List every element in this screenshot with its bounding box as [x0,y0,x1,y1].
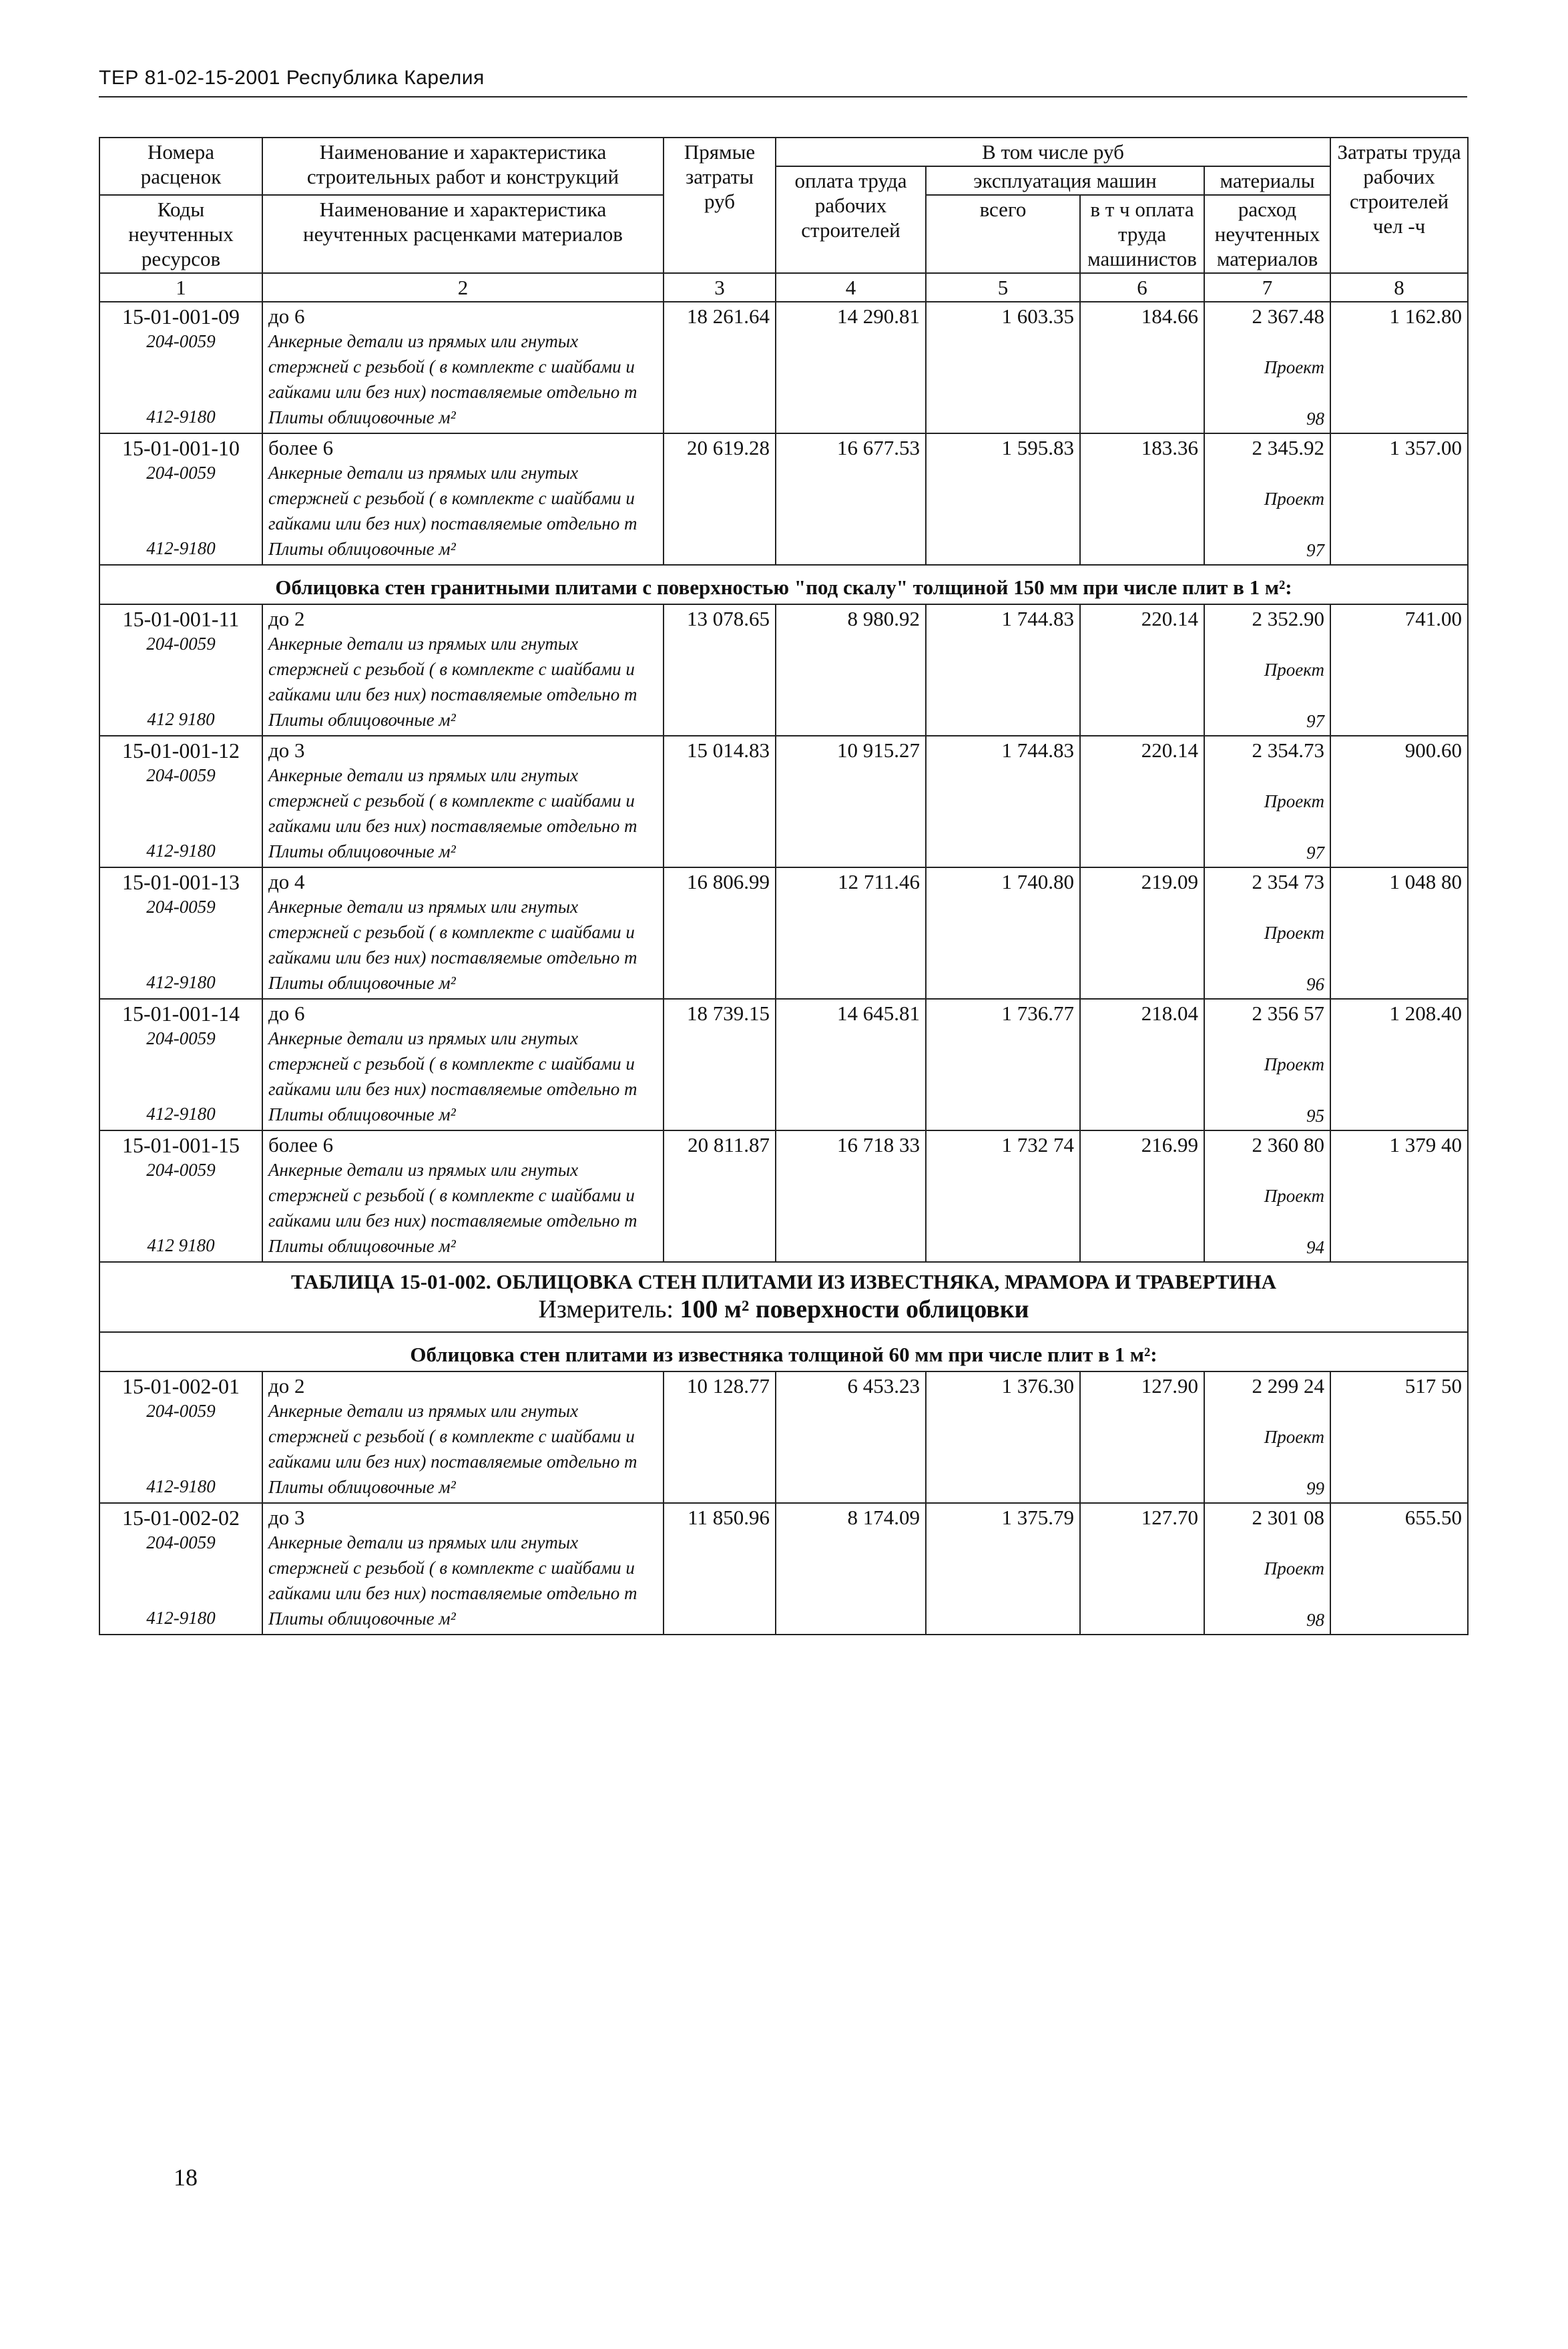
code-cell [99,867,262,999]
plates-quantity: 98 [1306,409,1325,429]
page-number: 18 [174,2164,198,2191]
table-row [99,604,1468,736]
material-anchor: Анкерные детали из прямых или гнутых стержней с резьбой ( в комплекте с шайбами и гайками или без них) поставляемые отдельно т [268,1401,637,1472]
rate-name: более 6 [268,436,334,459]
labor-hours: 1 162.80 [1330,302,1468,433]
resource-code-plates: 412-9180 [146,407,216,427]
description-cell [262,604,664,736]
material-plates: Плиты облицовочные м² [268,710,456,730]
materials-cell [1204,867,1330,999]
table-row [99,736,1468,867]
project-note: Проект [1264,1427,1325,1447]
rate-group-b [99,604,1468,1262]
material-anchor: Анкерные детали из прямых или гнутых стержней с резьбой ( в комплекте с шайбами и гайками или без них) поставляемые отдельно т [268,765,637,836]
project-note: Проект [1264,791,1325,811]
col-head-direct-cost: Прямые затраты руб [664,138,776,273]
worker-wages: 6 453.23 [776,1371,926,1503]
plates-quantity: 95 [1306,1106,1325,1126]
labor-hours: 900.60 [1330,736,1468,867]
table2-heading [99,1262,1468,1371]
resource-code-anchor: 204-0059 [146,463,216,483]
machines-total: 1 740.80 [926,867,1080,999]
table-row [99,302,1468,433]
machines-total: 1 595.83 [926,433,1080,565]
rate-name: до 4 [268,870,305,893]
operator-wages: 127.90 [1080,1371,1204,1503]
rate-name: до 2 [268,1374,305,1398]
labor-hours: 655.50 [1330,1503,1468,1635]
resource-code-anchor: 204-0059 [146,1401,216,1421]
material-plates: Плиты облицовочные м² [268,973,456,993]
direct-cost: 18 739.15 [664,999,776,1130]
resource-code-plates: 412-9180 [146,538,216,558]
material-plates: Плиты облицовочные м² [268,1104,456,1124]
code-cell [99,736,262,867]
operator-wages: 220.14 [1080,736,1204,867]
rate-code: 15-01-001-15 [122,1133,240,1157]
project-note: Проект [1264,1558,1325,1578]
operator-wages: 216.99 [1080,1130,1204,1262]
col-number: 8 [1330,273,1468,302]
description-cell [262,1503,664,1635]
worker-wages: 14 645.81 [776,999,926,1130]
direct-cost: 10 128.77 [664,1371,776,1503]
material-plates: Плиты облицовочные м² [268,1236,456,1256]
table-header [99,138,1468,273]
direct-cost: 13 078.65 [664,604,776,736]
material-anchor: Анкерные детали из прямых или гнутых стержней с резьбой ( в комплекте с шайбами и гайками или без них) поставляемые отдельно т [268,1028,637,1099]
labor-hours: 1 379 40 [1330,1130,1468,1262]
worker-wages: 8 980.92 [776,604,926,736]
direct-cost: 20 619.28 [664,433,776,565]
material-plates: Плиты облицовочные м² [268,1609,456,1629]
operator-wages: 219.09 [1080,867,1204,999]
materials-value: 2 354 73 [1252,870,1325,893]
column-numbers [99,273,1468,302]
measure-value: 100 м² поверхности облицовки [680,1295,1029,1323]
resource-code-anchor: 204-0059 [146,897,216,917]
project-note: Проект [1264,489,1325,509]
plates-quantity: 97 [1306,711,1325,731]
resource-code-plates: 412-9180 [146,972,216,992]
materials-value: 2 367.48 [1252,304,1325,328]
col-head-codes [99,138,262,195]
col-number: 2 [262,273,664,302]
project-note: Проект [1264,1054,1325,1074]
resource-code-plates: 412-9180 [146,1476,216,1496]
rate-name: до 3 [268,738,305,762]
rate-name: до 6 [268,304,305,328]
col-head-including: В том числе руб [776,138,1330,166]
materials-cell [1204,302,1330,433]
worker-wages: 12 711.46 [776,867,926,999]
plates-quantity: 99 [1306,1478,1325,1498]
project-note: Проект [1264,1186,1325,1206]
section-title: Облицовка стен гранитными плитами с поверхностью "под скалу" толщиной 150 мм при числе плит в 1 м²: [99,565,1468,604]
materials-cell [1204,1130,1330,1262]
code-cell [99,302,262,433]
rate-group-c [99,1371,1468,1635]
table-row [99,1130,1468,1262]
worker-wages: 8 174.09 [776,1503,926,1635]
material-anchor: Анкерные детали из прямых или гнутых стержней с резьбой ( в комплекте с шайбами и гайками или без них) поставляемые отдельно т [268,634,637,704]
machines-total: 1 732 74 [926,1130,1080,1262]
col-head-materials: материалы [1204,166,1330,195]
materials-cell [1204,604,1330,736]
resource-code-anchor: 204-0059 [146,331,216,351]
materials-value: 2 360 80 [1252,1133,1325,1156]
resource-code-plates: 412 9180 [147,1235,215,1255]
col-head-machines: эксплуатация машин [926,166,1204,195]
table-row [99,999,1468,1130]
rate-code: 15-01-002-01 [122,1374,240,1398]
machines-total: 1 375.79 [926,1503,1080,1635]
description-cell [262,736,664,867]
materials-cell [1204,999,1330,1130]
materials-value: 2 345.92 [1252,436,1325,459]
material-anchor: Анкерные детали из прямых или гнутых стержней с резьбой ( в комплекте с шайбами и гайками или без них) поставляемые отдельно т [268,331,637,402]
col-number: 4 [776,273,926,302]
col-head-operator-wages: в т ч оплата труда машинистов [1080,195,1204,273]
page-header: ТЕР 81-02-15-2001 Республика Карелия [99,67,485,89]
rate-code: 15-01-001-09 [122,304,240,329]
operator-wages: 218.04 [1080,999,1204,1130]
operator-wages: 183.36 [1080,433,1204,565]
table-row [99,1371,1468,1503]
resource-code-plates: 412 9180 [147,709,215,729]
machines-total: 1 744.83 [926,604,1080,736]
material-plates: Плиты облицовочные м² [268,539,456,559]
table-row [99,1503,1468,1635]
rates-sheet [99,137,1467,1635]
col-number: 3 [664,273,776,302]
worker-wages: 16 677.53 [776,433,926,565]
worker-wages: 14 290.81 [776,302,926,433]
plates-quantity: 94 [1306,1237,1325,1257]
measure-label: Измеритель: [538,1295,680,1323]
description-cell [262,1130,664,1262]
rate-name: до 2 [268,607,305,630]
material-anchor: Анкерные детали из прямых или гнутых стержней с резьбой ( в комплекте с шайбами и гайками или без них) поставляемые отдельно т [268,897,637,968]
col-head-labor: Затраты труда рабочих строителей чел -ч [1330,138,1468,273]
materials-cell [1204,1503,1330,1635]
col-head-material-use: расход неучтенных материалов [1204,195,1330,273]
materials-value: 2 356 57 [1252,1002,1325,1025]
section-granite [99,565,1468,604]
description-cell [262,433,664,565]
direct-cost: 15 014.83 [664,736,776,867]
direct-cost: 18 261.64 [664,302,776,433]
plates-quantity: 98 [1306,1610,1325,1630]
material-anchor: Анкерные детали из прямых или гнутых стержней с резьбой ( в комплекте с шайбами и гайками или без них) поставляемые отдельно т [268,463,637,533]
operator-wages: 127.70 [1080,1503,1204,1635]
materials-value: 2 354.73 [1252,738,1325,762]
code-cell [99,1130,262,1262]
material-plates: Плиты облицовочные м² [268,407,456,427]
col-number: 1 [99,273,262,302]
project-note: Проект [1264,660,1325,680]
table2-measure [104,1294,1463,1325]
materials-cell [1204,1371,1330,1503]
material-plates: Плиты облицовочные м² [268,841,456,861]
col-head-material-name: Наименование и характеристика неучтенных расценками материалов [262,195,664,273]
materials-value: 2 299 24 [1252,1374,1325,1398]
resource-code-anchor: 204-0059 [146,634,216,654]
direct-cost: 16 806.99 [664,867,776,999]
col-head-rate-numbers: Номера расценок [140,140,222,188]
rate-code: 15-01-001-11 [122,607,240,631]
plates-quantity: 97 [1306,540,1325,560]
materials-cell [1204,433,1330,565]
rate-code: 15-01-001-13 [122,870,240,894]
resource-code-plates: 412-9180 [146,1104,216,1124]
materials-cell [1204,736,1330,867]
description-cell [262,867,664,999]
table2-title-cell [99,1262,1468,1332]
resource-code-anchor: 204-0059 [146,1532,216,1552]
col-head-machines-total: всего [926,195,1080,273]
plates-quantity: 97 [1306,843,1325,863]
materials-value: 2 352.90 [1252,607,1325,630]
direct-cost: 20 811.87 [664,1130,776,1262]
header-rule [99,96,1467,97]
code-cell [99,604,262,736]
rate-code: 15-01-001-14 [122,1002,240,1026]
col-number: 6 [1080,273,1204,302]
col-head-wages: оплата труда рабочих строителей [776,166,926,273]
resource-code-anchor: 204-0059 [146,1028,216,1048]
labor-hours: 1 048 80 [1330,867,1468,999]
operator-wages: 184.66 [1080,302,1204,433]
rate-name: до 3 [268,1506,305,1529]
resource-code-plates: 412-9180 [146,841,216,861]
resource-code-anchor: 204-0059 [146,765,216,785]
machines-total: 1 744.83 [926,736,1080,867]
col-number: 7 [1204,273,1330,302]
code-cell [99,1503,262,1635]
machines-total: 1 736.77 [926,999,1080,1130]
table-row [99,433,1468,565]
project-note: Проект [1264,357,1325,377]
labor-hours: 741.00 [1330,604,1468,736]
plates-quantity: 96 [1306,974,1325,994]
rate-code: 15-01-001-12 [122,738,240,763]
col-head-names [262,138,664,195]
material-anchor: Анкерные детали из прямых или гнутых стержней с резьбой ( в комплекте с шайбами и гайками или без них) поставляемые отдельно т [268,1532,637,1603]
col-head-work-name: Наименование и характеристика строительных работ и конструкций [306,140,619,188]
rate-name: более 6 [268,1133,334,1156]
rates-table [99,137,1469,1635]
material-anchor: Анкерные детали из прямых или гнутых стержней с резьбой ( в комплекте с шайбами и гайками или без них) поставляемые отдельно т [268,1160,637,1231]
resource-code-plates: 412-9180 [146,1608,216,1628]
section-title: Облицовка стен плитами из известняка толщиной 60 мм при числе плит в 1 м²: [99,1332,1468,1371]
code-cell [99,1371,262,1503]
operator-wages: 220.14 [1080,604,1204,736]
labor-hours: 1 208.40 [1330,999,1468,1130]
table2-title: ТАБЛИЦА 15-01-002. ОБЛИЦОВКА СТЕН ПЛИТАМИ ИЗ ИЗВЕСТНЯКА, МРАМОРА И ТРАВЕРТИНА [291,1270,1277,1293]
machines-total: 1 603.35 [926,302,1080,433]
labor-hours: 517 50 [1330,1371,1468,1503]
resource-code-anchor: 204-0059 [146,1160,216,1180]
rate-group-a [99,302,1468,565]
description-cell [262,302,664,433]
project-note: Проект [1264,923,1325,943]
table-row [99,867,1468,999]
worker-wages: 16 718 33 [776,1130,926,1262]
direct-cost: 11 850.96 [664,1503,776,1635]
description-cell [262,999,664,1130]
col-head-resource-codes: Коды неучтенных ресурсов [99,195,262,273]
code-cell [99,433,262,565]
rate-name: до 6 [268,1002,305,1025]
code-cell [99,999,262,1130]
rate-code: 15-01-001-10 [122,436,240,460]
materials-value: 2 301 08 [1252,1506,1325,1529]
description-cell [262,1371,664,1503]
labor-hours: 1 357.00 [1330,433,1468,565]
rate-code: 15-01-002-02 [122,1506,240,1530]
col-number: 5 [926,273,1080,302]
material-plates: Плиты облицовочные м² [268,1477,456,1497]
worker-wages: 10 915.27 [776,736,926,867]
machines-total: 1 376.30 [926,1371,1080,1503]
